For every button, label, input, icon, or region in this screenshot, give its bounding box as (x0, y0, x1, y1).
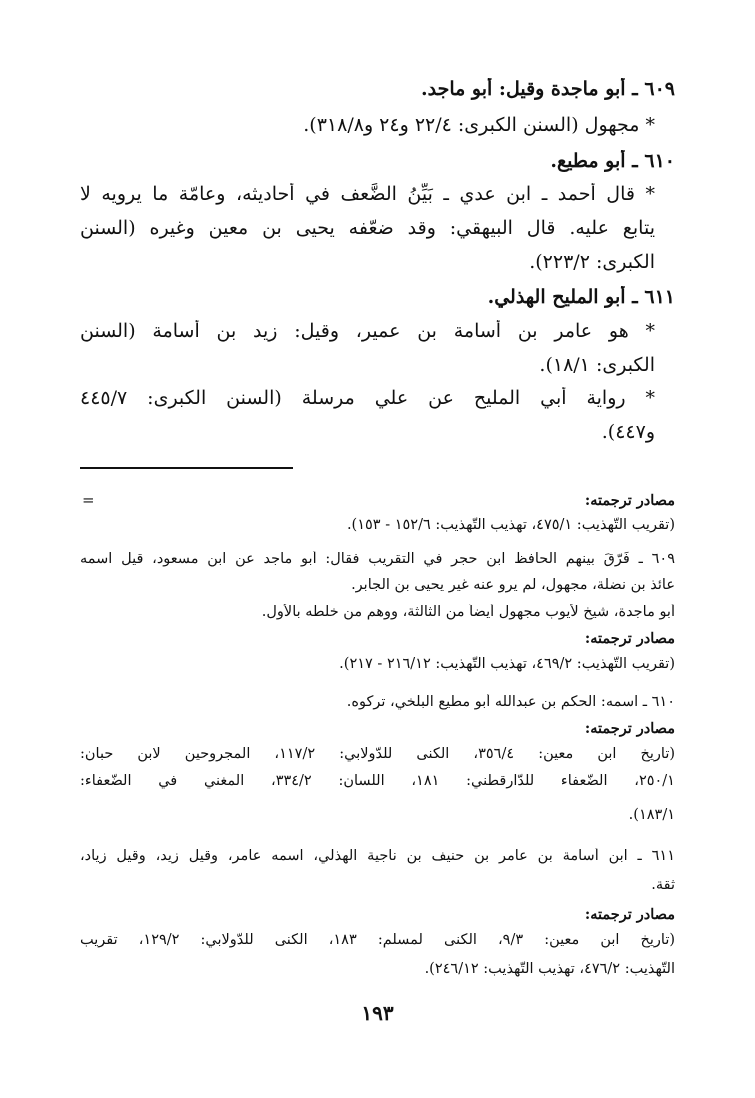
footnote-609-line2: عائذ بن نضلة، مجهول، لم يرو عنه غير يحيى بن الجابر. (351, 577, 675, 593)
footnote-611-line2: ثقة. (651, 877, 675, 893)
footnote-610-sources-line2: ٢٥٠/١، الضّعفاء للدّارقطني: ١٨١، اللسان: ٣٣٤/٢، المغني في الضّعفاء: (80, 773, 675, 789)
entry-611-heading: ٦١١ ـ أبو المليح الهذلي. (487, 286, 675, 308)
entry-611-body2-line2: و٤٤٧). (601, 421, 655, 443)
footnote-divider (80, 467, 293, 469)
footnote-610-sources-line3: ١٨٣/١). (628, 807, 675, 823)
entry-610-body-line3: الكبرى: ٢٢٣/٢). (529, 251, 655, 273)
footnote-610-line1: ٦١٠ ـ اسمه: الحكم بن عبدالله أبو مطيع البلخي، تركوه. (346, 694, 675, 710)
footnote-label: مصادر ترجمته: (584, 906, 675, 923)
entry-609-heading: ٦٠٩ ـ أبو ماجدة وقيل: أبو ماجد. (421, 78, 675, 100)
footnote-610-sources-line1: (تاريخ ابن معين: ٣٥٦/٤، الكنى للدّولابي: ١١٧/٢، المجروحين لابن حبان: (80, 746, 675, 762)
footnote-label: مصادر ترجمته: (584, 720, 675, 737)
entry-611-body1-line1: * هو عامر بن أسامة بن عمير، وقيل: زيد بن أسامة (السنن (80, 320, 655, 342)
footnote-line: (تقريب التّهذيب: ٤٧٥/١، تهذيب التّهذيب: ١٥٢/٦ - ١٥٣). (346, 517, 675, 533)
footnote-611-sources-line2: التّهذيب: ٤٧٦/٢، تهذيب التّهذيب: ٢٤٦/١٢). (424, 961, 675, 977)
footnote-611-sources-line1: (تاريخ ابن معين: ٩/٣، الكنى لمسلم: ١٨٣، الكنى للدّولابي: ١٢٩/٢، تقريب (80, 932, 675, 948)
entry-610-heading: ٦١٠ ـ أبو مطيع. (550, 150, 675, 172)
footnote-611-line1: ٦١١ ـ ابن أسامة بن عامر بن حنيف بن ناجية الهذلي، اسمه عامر، وقيل زيد، وقيل زياد، (80, 848, 675, 864)
footnote-609-line1: ٦٠٩ ـ فَرّقَ بينهم الحافظ ابن حجر في التقريب فقال: أبو ماجد عن ابن مسعود، قيل اسمه (80, 551, 675, 567)
entry-611-body2-line1: * رواية أبي المليح عن علي مرسلة (السنن الكبرى: ٤٤٥/٧ (80, 387, 655, 409)
footnote-label: مصادر ترجمته: (584, 492, 675, 509)
footnote-609-line3: أبو ماجدة، شيخ لأيوب مجهول أيضاً من الثالثة، ووهم من خلطه بالأول. (261, 604, 675, 620)
footnote-continuation-mark: = (82, 491, 95, 509)
entry-611-body1-line2: الكبرى: ١٨/١). (539, 354, 655, 376)
entry-609-body: * مجهول (السنن الكبرى: ٢٢/٤ و٢٤ و٣١٨/٨). (303, 114, 655, 136)
page-number: ١٩٣ (361, 1001, 394, 1025)
entry-610-body-line1: * قال أحمد ـ ابن عدي ـ بَيِّنُ الضَّعف في أحاديثه، وعامّة ما يرويه لا (80, 183, 655, 205)
footnote-line: (تقريب التّهذيب: ٤٦٩/٢، تهذيب التّهذيب: ٢١٦/١٢ - ٢١٧). (339, 656, 675, 672)
entry-610-body-line2: يتابع عليه. قال البيهقي: وقد ضعّفه يحيى بن معين وغيره (السنن (80, 217, 655, 239)
footnote-label: مصادر ترجمته: (584, 630, 675, 647)
